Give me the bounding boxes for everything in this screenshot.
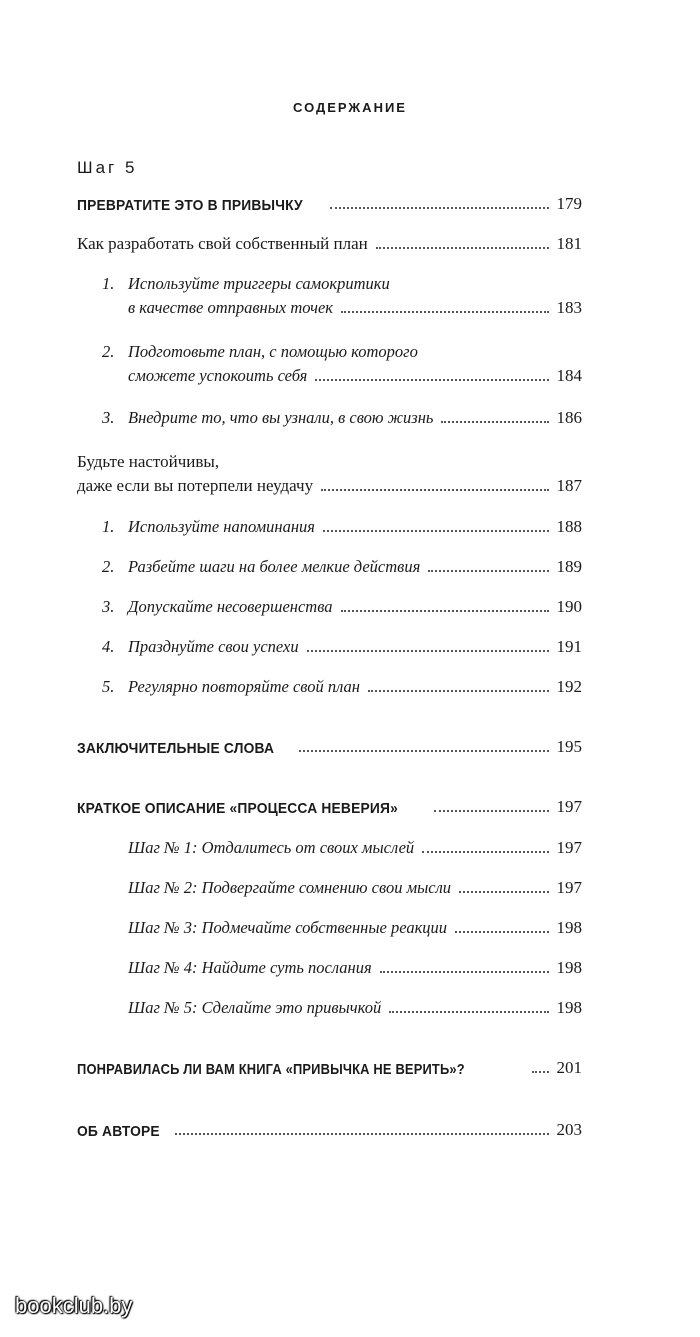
toc-page-number: 187 [556, 476, 582, 495]
toc-entry [102, 557, 582, 577]
toc-entry [128, 958, 582, 978]
toc-entry-title: Используйте триггеры самокритики [128, 274, 390, 293]
toc-entry-title-cont: в качестве отправных точек [128, 298, 333, 317]
toc-entry-title: Шаг № 3: Подмечайте собственные реакции [128, 918, 448, 937]
toc-entry [77, 1120, 582, 1140]
page-title: СОДЕРЖАНИЕ [293, 100, 407, 115]
toc-page-number: 203 [556, 1120, 582, 1139]
toc-entry [102, 637, 582, 657]
toc-entry-title: Празднуйте свои успехи [128, 637, 299, 656]
dot-leader [455, 931, 548, 933]
toc-entry-number: 4. [102, 637, 115, 656]
dot-leader [368, 690, 549, 692]
toc-page-number: 191 [556, 637, 582, 656]
toc-entry-number: 3. [102, 408, 115, 427]
toc-entry [102, 677, 582, 697]
dot-leader [321, 489, 548, 491]
toc-page-number: 197 [556, 878, 582, 897]
toc-page-number: 183 [556, 298, 582, 317]
toc-page-number: 201 [556, 1058, 582, 1077]
toc-entry [128, 998, 582, 1018]
toc-page-number: 190 [556, 597, 582, 616]
dot-leader [428, 570, 548, 572]
toc-entry [102, 517, 582, 537]
toc-entry [102, 597, 582, 617]
toc-page-number: 189 [556, 557, 582, 576]
toc-entry [77, 234, 582, 254]
toc-page-number: 198 [556, 958, 582, 977]
toc-entry-title-cont: даже если вы потерпели неудачу [77, 476, 314, 495]
toc-entry-title: Регулярно повторяйте свой план [128, 677, 360, 696]
toc-entry-title: ОБ АВТОРЕ [77, 1123, 160, 1140]
toc-entry-title: Шаг № 5: Сделайте это привычкой [128, 998, 382, 1017]
toc-entry-title: ЗАКЛЮЧИТЕЛЬНЫЕ СЛОВА [77, 740, 275, 757]
dot-leader [330, 207, 548, 209]
toc-page-number: 195 [556, 737, 582, 756]
toc-page-number: 179 [556, 194, 582, 213]
toc-entry-title: Внедрите то, что вы узнали, в свою жизнь [128, 408, 434, 427]
toc-entry-title: Шаг № 2: Подвергайте сомнению свои мысли [128, 878, 452, 897]
toc-entry-number: 3. [102, 597, 115, 616]
toc-entry-number: 1. [102, 517, 115, 536]
toc-entry-title-cont: сможете успокоить себя [128, 366, 308, 385]
toc-entry-title: Будьте настойчивы, [77, 452, 220, 471]
toc-page-number: 192 [556, 677, 582, 696]
toc-entry-title: ПРЕВРАТИТЕ ЭТО В ПРИВЫЧКУ [77, 197, 303, 214]
toc-entry-number: 1. [102, 274, 115, 293]
toc-entry-title: Разбейте шаги на более мелкие действия [128, 557, 421, 576]
dot-leader [380, 971, 549, 973]
toc-page-number: 197 [556, 797, 582, 816]
toc-entry [102, 408, 582, 428]
dot-leader [376, 247, 549, 249]
toc-entry-title: КРАТКОЕ ОПИСАНИЕ «ПРОЦЕССА НЕВЕРИЯ» [77, 800, 398, 817]
dot-leader [299, 750, 548, 752]
toc-entry-number: 2. [102, 557, 115, 576]
dot-leader [341, 610, 549, 612]
dot-leader [315, 379, 548, 381]
toc-entry [128, 838, 582, 858]
toc-entry-title: ПОНРАВИЛАСЬ ЛИ ВАМ КНИГА «ПРИВЫЧКА НЕ ВЕРИТЬ»? [77, 1061, 465, 1078]
toc-entry [77, 797, 582, 817]
toc-entry [77, 194, 582, 214]
step-label: Шаг 5 [77, 158, 138, 177]
toc-entry [77, 452, 582, 496]
toc-entry-title: Подготовьте план, с помощью которого [128, 342, 418, 361]
dot-leader [307, 650, 549, 652]
toc-entry [77, 1058, 582, 1078]
toc-page-number: 188 [556, 517, 582, 536]
toc-entry-number: 2. [102, 342, 115, 361]
dot-leader [389, 1011, 548, 1013]
toc-entry-title: Допускайте несовершенства [128, 597, 333, 616]
toc-entry-title: Как разработать свой собственный план [77, 234, 368, 253]
dot-leader [441, 421, 548, 423]
toc-entry [77, 737, 582, 757]
toc-entry [102, 342, 582, 386]
toc-entry [102, 274, 582, 318]
toc-entry [128, 878, 582, 898]
toc-entry [128, 918, 582, 938]
toc-entry-title: Используйте напоминания [128, 517, 315, 536]
toc-page-number: 198 [556, 998, 582, 1017]
dot-leader [323, 530, 549, 532]
toc-page-number: 186 [556, 408, 582, 427]
toc-entry-title: Шаг № 4: Найдите суть послания [128, 958, 372, 977]
dot-leader [175, 1133, 549, 1135]
dot-leader [459, 891, 548, 893]
dot-leader [422, 851, 548, 853]
watermark: bookclub.by [15, 1293, 133, 1318]
toc-page-number: 181 [556, 234, 582, 253]
dot-leader [532, 1071, 549, 1073]
dot-leader [434, 810, 549, 812]
toc-entry-title: Шаг № 1: Отдалитесь от своих мыслей [128, 838, 415, 857]
toc-page-number: 198 [556, 918, 582, 937]
toc-page-number: 184 [556, 366, 582, 385]
dot-leader [341, 311, 549, 313]
toc-entry-number: 5. [102, 677, 115, 696]
toc-page-number: 197 [556, 838, 582, 857]
